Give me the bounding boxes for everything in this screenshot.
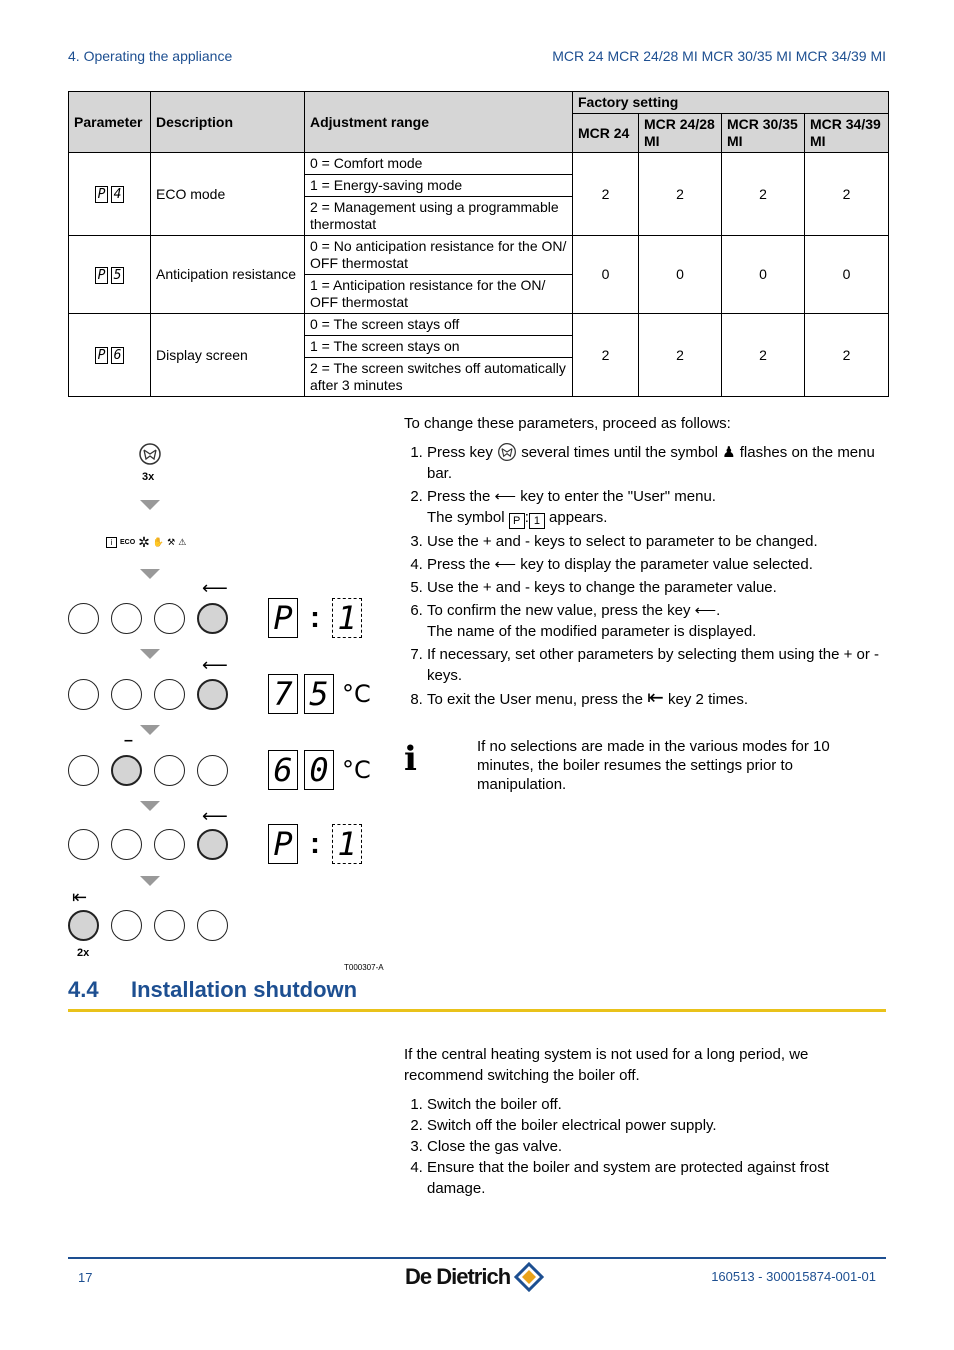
enter-key-icon: ⟵ bbox=[202, 655, 228, 675]
value-m2: 0 bbox=[639, 236, 722, 314]
diamond-logo-icon bbox=[514, 1262, 544, 1292]
p-segment-icon: P bbox=[509, 513, 525, 529]
list-item: 8. To exit the User menu, press the ⇤ key 2 times. bbox=[427, 688, 888, 710]
enter-key-icon: ⟵ bbox=[694, 602, 717, 619]
step-arrow bbox=[140, 801, 160, 811]
list-item: 6. To confirm the new value, press the key ⟵. The name of the modified parameter is displayed. bbox=[427, 600, 888, 642]
enter-button-pressed[interactable] bbox=[197, 679, 228, 710]
shutdown-section bbox=[404, 1044, 888, 1199]
value-m4: 0 bbox=[805, 236, 889, 314]
list-item: 1. Press key several times until the symbol ♟ flashes on the menu bar. bbox=[427, 442, 888, 484]
enter-button-pressed[interactable] bbox=[197, 829, 228, 860]
table-row bbox=[69, 314, 889, 397]
header-models: MCR 24 MCR 24/28 MI MCR 30/35 MI MCR 34/39 MI bbox=[552, 48, 886, 64]
list-item: 2. Press the ⟵ key to enter the "User" menu. The symbol P : 1 appears. bbox=[427, 486, 888, 529]
warning-icon: ⚠ bbox=[178, 537, 187, 547]
instructions bbox=[404, 413, 888, 712]
exit-button-pressed[interactable] bbox=[68, 910, 99, 941]
param-code: P 5 bbox=[69, 236, 151, 314]
step-arrow bbox=[140, 569, 160, 579]
minus-label: – bbox=[124, 732, 133, 749]
step-arrow bbox=[140, 725, 160, 735]
step-arrow bbox=[140, 500, 160, 510]
menu-key-icon bbox=[138, 442, 162, 466]
panel-button[interactable] bbox=[111, 679, 142, 710]
button-row bbox=[68, 755, 228, 786]
brand-logo bbox=[405, 1262, 544, 1292]
page-number: 17 bbox=[78, 1270, 93, 1285]
value-m1: 0 bbox=[573, 236, 639, 314]
button-row bbox=[68, 679, 228, 710]
instructions-intro: To change these parameters, proceed as follows: bbox=[404, 415, 731, 432]
lcd-display: P : 1 bbox=[268, 824, 362, 864]
exit-key-icon: ⇤ bbox=[72, 887, 88, 907]
value-m4: 2 bbox=[805, 153, 889, 236]
step-arrow bbox=[140, 649, 160, 659]
panel-button[interactable] bbox=[154, 829, 185, 860]
panel-button[interactable] bbox=[68, 679, 99, 710]
brand-name: De Dietrich bbox=[405, 1264, 511, 1289]
panel-button[interactable] bbox=[154, 755, 185, 786]
value-m1: 2 bbox=[573, 153, 639, 236]
minus-button-pressed[interactable] bbox=[111, 755, 142, 786]
label-2x: 2x bbox=[77, 947, 90, 959]
button-row bbox=[68, 910, 228, 941]
enter-key-icon: ⟵ bbox=[494, 488, 517, 505]
value-m3: 2 bbox=[722, 153, 805, 236]
section-number: 4.4 bbox=[68, 977, 99, 1002]
list-item: 2. Switch off the boiler electrical power supply. bbox=[427, 1115, 888, 1136]
footer-rule bbox=[68, 1257, 886, 1259]
step-arrow bbox=[140, 876, 160, 886]
info-small-icon: i bbox=[106, 537, 117, 548]
list-item: 3. Close the gas valve. bbox=[427, 1136, 888, 1157]
param-options: 0 = No anticipation resistance for the ON/ OFF thermostat 1 = Anticipation resistance for the ON/ OFF thermostat bbox=[305, 236, 573, 314]
th-description: Description bbox=[151, 92, 305, 153]
panel-button[interactable] bbox=[68, 755, 99, 786]
th-model-4: MCR 34/39 MI bbox=[805, 114, 889, 153]
enter-key-icon: ⟵ bbox=[494, 556, 517, 573]
param-description: ECO mode bbox=[151, 153, 305, 236]
list-item: 5. Use the + and - keys to change the parameter value. bbox=[427, 577, 888, 598]
shutdown-intro: If the central heating system is not used for a long period, we recommend switching the boiler off. bbox=[404, 1046, 809, 1084]
list-item: 3. Use the + and - keys to select to parameter to be changed. bbox=[427, 531, 888, 552]
instructions-list bbox=[404, 442, 888, 710]
button-row bbox=[68, 829, 228, 860]
panel-button[interactable] bbox=[111, 829, 142, 860]
panel-button[interactable] bbox=[154, 910, 185, 941]
hand-icon: ✋ bbox=[152, 537, 165, 547]
document-reference: 160513 - 300015874-001-01 bbox=[711, 1269, 876, 1284]
eco-label: ECO bbox=[120, 539, 136, 546]
panel-button[interactable] bbox=[154, 679, 185, 710]
section-title: Installation shutdown bbox=[131, 977, 358, 1002]
lcd-display: 7 5 °C bbox=[268, 674, 371, 714]
wrench-icon: ⚒ bbox=[167, 537, 176, 547]
th-model-3: MCR 30/35 MI bbox=[722, 114, 805, 153]
th-model-2: MCR 24/28 MI bbox=[639, 114, 722, 153]
panel-button[interactable] bbox=[68, 603, 99, 634]
list-item: 7. If necessary, set other parameters by selecting them using the + or - keys. bbox=[427, 644, 888, 686]
value-m1: 2 bbox=[573, 314, 639, 397]
param-options: 0 = The screen stays off 1 = The screen stays on 2 = The screen switches off automatically after 3 minutes bbox=[305, 314, 573, 397]
figure-code: T000307-A bbox=[344, 963, 384, 972]
enter-key-icon: ⟵ bbox=[202, 578, 228, 598]
user-flash-icon: ✲ bbox=[138, 534, 150, 550]
procedure-diagram bbox=[60, 430, 390, 975]
th-factory: Factory setting bbox=[573, 92, 889, 114]
header-section: 4. Operating the appliance bbox=[68, 48, 233, 64]
value-m4: 2 bbox=[805, 314, 889, 397]
info-icon: i bbox=[404, 739, 417, 779]
panel-button[interactable] bbox=[197, 755, 228, 786]
lcd-display: 6 0 °C bbox=[268, 750, 371, 790]
value-m2: 2 bbox=[639, 314, 722, 397]
parameter-table bbox=[68, 91, 889, 397]
param-code: P 4 bbox=[69, 153, 151, 236]
info-text: If no selections are made in the various modes for 10 minutes, the boiler resumes the settings prior to manipulation. bbox=[477, 738, 830, 793]
value-m3: 0 bbox=[722, 236, 805, 314]
section-heading bbox=[68, 977, 886, 1012]
panel-button[interactable] bbox=[154, 603, 185, 634]
panel-button[interactable] bbox=[111, 910, 142, 941]
label-3x: 3x bbox=[142, 471, 155, 483]
panel-button[interactable] bbox=[68, 829, 99, 860]
value-m2: 2 bbox=[639, 153, 722, 236]
enter-key-icon: ⟵ bbox=[202, 806, 228, 826]
shutdown-list bbox=[404, 1094, 888, 1199]
th-model-1: MCR 24 bbox=[573, 114, 639, 153]
panel-button[interactable] bbox=[197, 910, 228, 941]
param-code: P 6 bbox=[69, 314, 151, 397]
one-segment-icon: 1 bbox=[529, 513, 545, 529]
panel-button[interactable] bbox=[111, 603, 142, 634]
lcd-display: P : 1 bbox=[268, 598, 362, 638]
menu-bar-icons bbox=[106, 534, 186, 551]
table-row bbox=[69, 236, 889, 314]
button-row bbox=[68, 603, 228, 634]
param-description: Display screen bbox=[151, 314, 305, 397]
list-item: 1. Switch the boiler off. bbox=[427, 1094, 888, 1115]
th-adjustment: Adjustment range bbox=[305, 92, 573, 153]
enter-button-pressed[interactable] bbox=[197, 603, 228, 634]
param-description: Anticipation resistance bbox=[151, 236, 305, 314]
th-parameter: Parameter bbox=[69, 92, 151, 153]
menu-key-icon bbox=[497, 442, 517, 462]
table-row bbox=[69, 153, 889, 236]
param-options: 0 = Comfort mode 1 = Energy-saving mode 2 = Management using a programmable thermostat bbox=[305, 153, 573, 236]
list-item: 4. Ensure that the boiler and system are protected against frost damage. bbox=[427, 1157, 888, 1199]
value-m3: 2 bbox=[722, 314, 805, 397]
list-item: 4. Press the ⟵ key to display the parameter value selected. bbox=[427, 554, 888, 575]
person-icon: ♟ bbox=[722, 444, 736, 461]
exit-key-icon: ⇤ bbox=[647, 687, 664, 709]
